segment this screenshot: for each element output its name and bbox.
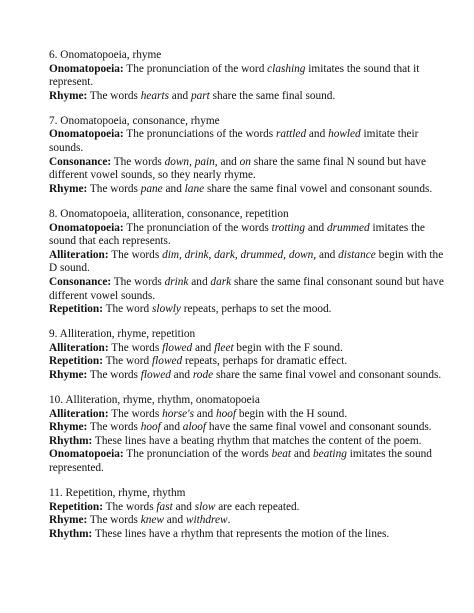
quoted-word: drummed bbox=[327, 221, 370, 234]
device-term: Alliteration: bbox=[49, 341, 109, 354]
explanation-text: The word bbox=[102, 355, 153, 368]
explanation-text: The words bbox=[111, 275, 165, 288]
explanation-text: The words bbox=[111, 155, 165, 168]
answer-entry bbox=[49, 514, 449, 528]
answer-entry bbox=[49, 501, 449, 515]
explanation-text: and bbox=[217, 155, 240, 168]
quoted-word: part bbox=[190, 89, 210, 102]
answer-section bbox=[49, 208, 449, 317]
answer-section bbox=[49, 487, 449, 541]
section-title: 9. Alliteration, rhyme, repetition bbox=[49, 328, 196, 341]
explanation-text: begin with the H sound. bbox=[236, 407, 348, 420]
quoted-word: howled bbox=[328, 128, 361, 141]
explanation-text: The words bbox=[108, 407, 163, 420]
explanation-text: The pronunciations of the words bbox=[123, 128, 276, 141]
answer-entry bbox=[49, 421, 449, 435]
quoted-word: slow bbox=[194, 500, 216, 513]
explanation-text: The words bbox=[108, 248, 163, 261]
explanation-text: . bbox=[227, 514, 231, 527]
quoted-word: rode bbox=[192, 368, 214, 381]
answer-entry bbox=[49, 408, 449, 422]
device-term: Onomatopoeia: bbox=[49, 128, 124, 141]
section-title: 7. Onomatopoeia, consonance, rhyme bbox=[49, 114, 220, 127]
explanation-text: The pronunciation of the word bbox=[123, 62, 268, 75]
quoted-word: knew bbox=[140, 514, 164, 527]
answer-entry bbox=[49, 249, 449, 276]
quoted-word: fast bbox=[156, 500, 173, 513]
explanation-text: begin with the D sound. bbox=[49, 248, 444, 275]
answer-section bbox=[49, 394, 449, 476]
answer-entry bbox=[49, 355, 449, 369]
quoted-word: dark bbox=[210, 275, 232, 288]
explanation-text: share the same final sound. bbox=[209, 89, 336, 102]
device-term: Consonance: bbox=[49, 275, 112, 288]
answer-entry bbox=[49, 303, 449, 317]
explanation-text: These lines have a beating rhythm that matches the content of the poem. bbox=[92, 434, 422, 447]
quoted-word: pane bbox=[140, 182, 163, 195]
answer-key-page bbox=[49, 49, 449, 553]
quoted-word: distance bbox=[338, 248, 376, 261]
device-term: Alliteration: bbox=[49, 407, 109, 420]
device-term: Rhyme: bbox=[49, 514, 88, 527]
explanation-text: The words bbox=[102, 500, 157, 513]
quoted-word: fleet bbox=[214, 341, 234, 354]
explanation-text: and bbox=[160, 421, 183, 434]
quoted-word: dim, drink, dark, drummed, down, bbox=[162, 248, 317, 261]
device-term: Onomatopoeia: bbox=[49, 221, 124, 234]
explanation-text: and bbox=[291, 448, 313, 461]
answer-entry bbox=[49, 63, 449, 90]
quoted-word: hoof bbox=[140, 421, 161, 434]
quoted-word: slowly bbox=[152, 303, 181, 316]
answer-entry bbox=[49, 276, 449, 303]
answer-entry bbox=[49, 90, 449, 104]
explanation-text: The words bbox=[87, 421, 141, 434]
explanation-text: and bbox=[168, 89, 191, 102]
explanation-text: and bbox=[305, 221, 328, 234]
explanation-text: begin with the F sound. bbox=[233, 341, 343, 354]
device-term: Repetition: bbox=[49, 355, 103, 368]
explanation-text: and bbox=[192, 341, 215, 354]
explanation-text: and bbox=[163, 514, 186, 527]
explanation-text: These lines have a rhythm that represents the motion of the lines. bbox=[92, 527, 390, 540]
explanation-text: repeats, perhaps to set the mood. bbox=[180, 303, 332, 316]
explanation-text: and bbox=[193, 407, 216, 420]
explanation-text: The words bbox=[108, 341, 163, 354]
section-title: 11. Repetition, rhyme, rhythm bbox=[49, 487, 186, 500]
answer-entry bbox=[49, 342, 449, 356]
quoted-word: trotting bbox=[271, 221, 306, 234]
quoted-word: hoof bbox=[215, 407, 237, 420]
quoted-word: down, pain, bbox=[164, 155, 218, 168]
answer-entry bbox=[49, 528, 449, 542]
answer-entry bbox=[49, 448, 449, 475]
explanation-text: The words bbox=[87, 514, 141, 527]
explanation-text: imitates the sound that each represents. bbox=[49, 221, 425, 248]
quoted-word: withdrew bbox=[185, 514, 228, 527]
device-term: Alliteration: bbox=[49, 248, 109, 261]
quoted-word: beating bbox=[312, 448, 347, 461]
device-term: Rhyme: bbox=[49, 89, 88, 102]
explanation-text: are each repeated. bbox=[215, 500, 300, 513]
explanation-text: share the same final N sound but have different vowel sounds, so they nearly rhyme. bbox=[49, 155, 426, 182]
device-term: Rhythm: bbox=[49, 434, 93, 447]
explanation-text: The words bbox=[87, 368, 141, 381]
quoted-word: clashing bbox=[267, 62, 306, 75]
device-term: Rhyme: bbox=[49, 421, 88, 434]
section-title: 10. Alliteration, rhyme, rhythm, onomatopoeia bbox=[49, 394, 260, 407]
quoted-word: drink bbox=[164, 275, 189, 288]
device-term: Repetition: bbox=[49, 500, 103, 513]
answer-entry bbox=[49, 128, 449, 155]
explanation-text: imitate their sounds. bbox=[49, 128, 419, 155]
answer-entry bbox=[49, 369, 449, 383]
explanation-text: The words bbox=[87, 182, 141, 195]
answer-entry bbox=[49, 222, 449, 249]
quoted-word: flowed bbox=[140, 368, 171, 381]
answer-entry bbox=[49, 156, 449, 183]
explanation-text: repeats, perhaps for dramatic effect. bbox=[182, 355, 348, 368]
answer-section bbox=[49, 115, 449, 197]
explanation-text: and bbox=[188, 275, 211, 288]
explanation-text: and bbox=[316, 248, 339, 261]
explanation-text: and bbox=[170, 368, 193, 381]
section-title: 6. Onomatopoeia, rhyme bbox=[49, 49, 162, 61]
device-term: Onomatopoeia: bbox=[49, 62, 124, 75]
explanation-text: imitates the sound represented. bbox=[49, 448, 432, 475]
device-term: Rhyme: bbox=[49, 368, 88, 381]
quoted-word: on bbox=[239, 155, 251, 168]
explanation-text: and bbox=[162, 182, 185, 195]
explanation-text: share the same final vowel and consonant sounds. bbox=[204, 182, 433, 195]
explanation-text: and bbox=[172, 500, 195, 513]
answer-section bbox=[49, 328, 449, 382]
quoted-word: hearts bbox=[140, 89, 169, 102]
quoted-word: beat bbox=[271, 448, 292, 461]
explanation-text: The words bbox=[87, 89, 141, 102]
answer-entry bbox=[49, 183, 449, 197]
quoted-word: lane bbox=[184, 182, 205, 195]
answer-section bbox=[49, 49, 449, 103]
explanation-text: The pronunciation of the words bbox=[123, 448, 272, 461]
explanation-text: have the same final vowel and consonant sounds. bbox=[206, 421, 432, 434]
device-term: Onomatopoeia: bbox=[49, 448, 124, 461]
quoted-word: aloof bbox=[182, 421, 207, 434]
quoted-word: flowed bbox=[162, 341, 193, 354]
quoted-word: rattled bbox=[275, 128, 307, 141]
explanation-text: imitates the sound that it represent. bbox=[49, 62, 420, 89]
quoted-word: flowed bbox=[152, 355, 183, 368]
device-term: Rhythm: bbox=[49, 527, 93, 540]
device-term: Repetition: bbox=[49, 303, 103, 316]
explanation-text: share the same final consonant sound but have different vowel sounds. bbox=[49, 275, 444, 302]
device-term: Rhyme: bbox=[49, 182, 88, 195]
quoted-word: horse's bbox=[162, 407, 194, 420]
device-term: Consonance: bbox=[49, 155, 112, 168]
explanation-text: and bbox=[306, 128, 329, 141]
answer-entry bbox=[49, 435, 449, 449]
explanation-text: share the same final vowel and consonant sounds. bbox=[213, 368, 442, 381]
explanation-text: The pronunciation of the words bbox=[123, 221, 272, 234]
section-title: 8. Onomatopoeia, alliteration, consonance, repetition bbox=[49, 207, 289, 220]
explanation-text: The word bbox=[102, 303, 153, 316]
